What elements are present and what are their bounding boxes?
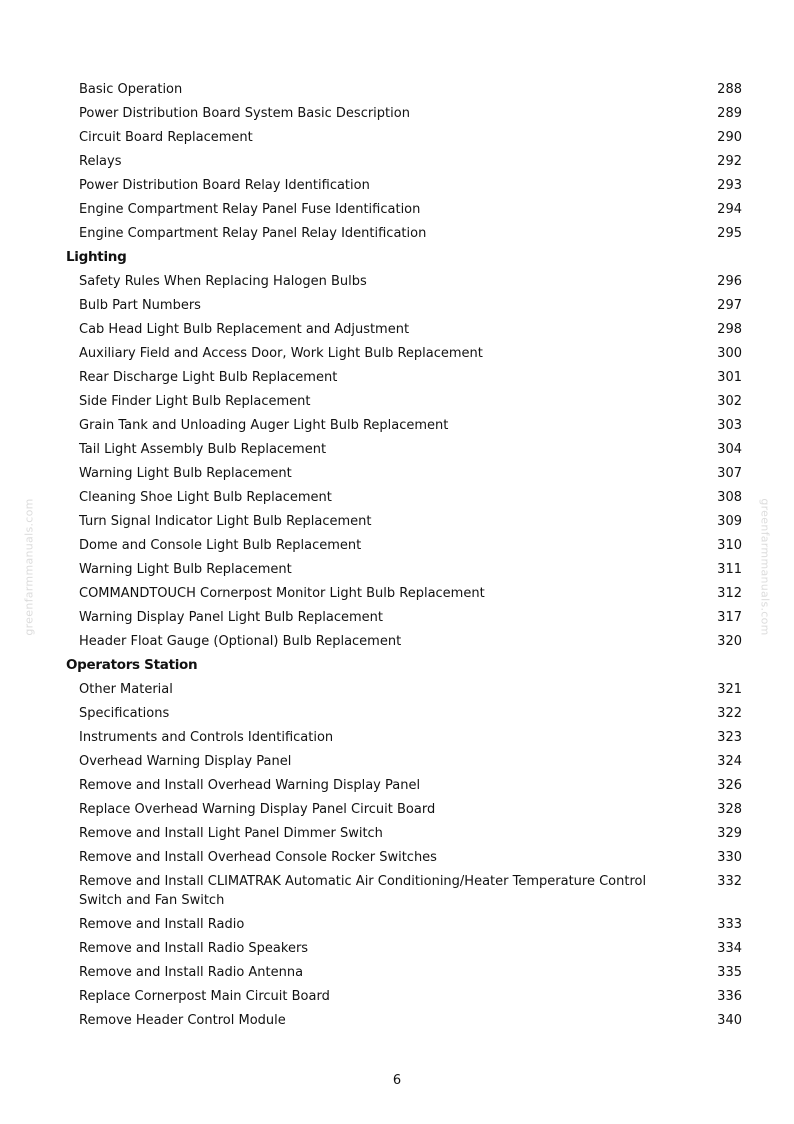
toc-entry[interactable] <box>0 581 794 605</box>
toc-entry[interactable] <box>0 461 794 485</box>
toc-entry[interactable] <box>0 509 794 533</box>
toc-entry-page: 308 <box>717 489 742 505</box>
table-of-contents <box>0 77 794 1032</box>
toc-entry[interactable] <box>0 341 794 365</box>
toc-entry[interactable] <box>0 725 794 749</box>
toc-entry-title: Grain Tank and Unloading Auger Light Bulb Replacement <box>79 417 449 433</box>
toc-entry-title: Overhead Warning Display Panel <box>79 753 292 769</box>
toc-entry[interactable] <box>0 533 794 557</box>
toc-entry-title: Power Distribution Board System Basic Description <box>79 105 410 121</box>
toc-entry[interactable] <box>0 413 794 437</box>
toc-entry-page: 324 <box>717 753 742 769</box>
toc-entry-title: Dome and Console Light Bulb Replacement <box>79 537 362 553</box>
toc-entry[interactable] <box>0 677 794 701</box>
toc-entry-title: COMMANDTOUCH Cornerpost Monitor Light Bulb Replacement <box>79 585 485 601</box>
toc-entry-page: 289 <box>717 105 742 121</box>
toc-entry[interactable] <box>0 101 794 125</box>
toc-entry-page: 321 <box>717 681 742 697</box>
toc-entry[interactable] <box>0 77 794 101</box>
toc-entry-page: 334 <box>717 940 742 956</box>
toc-entry-page: 293 <box>717 177 742 193</box>
toc-entry-title: Basic Operation <box>79 81 183 97</box>
toc-entry-page: 292 <box>717 153 742 169</box>
toc-entry-page: 311 <box>717 561 742 577</box>
toc-entry[interactable] <box>0 269 794 293</box>
toc-entry-title: Remove and Install Overhead Warning Display Panel <box>79 777 421 793</box>
toc-entry-title: Engine Compartment Relay Panel Relay Identification <box>79 225 427 241</box>
toc-entry-page: 302 <box>717 393 742 409</box>
toc-entry-title: Remove and Install Radio Antenna <box>79 964 304 980</box>
toc-entry-page: 301 <box>717 369 742 385</box>
toc-entry[interactable] <box>0 485 794 509</box>
toc-entry-title: Circuit Board Replacement <box>79 129 253 145</box>
toc-entry-page: 307 <box>717 465 742 481</box>
toc-entry-page: 295 <box>717 225 742 241</box>
toc-entry-title: Remove and Install CLIMATRAK Automatic Air Conditioning/Heater Temperature Control Switch and Fan Switch <box>79 873 647 908</box>
toc-entry[interactable] <box>0 389 794 413</box>
toc-entry[interactable] <box>0 293 794 317</box>
toc-entry[interactable] <box>0 821 794 845</box>
toc-entry-title: Auxiliary Field and Access Door, Work Light Bulb Replacement <box>79 345 483 361</box>
toc-entry-title: Turn Signal Indicator Light Bulb Replacement <box>79 513 372 529</box>
toc-section-heading: Lighting <box>66 248 127 265</box>
toc-entry-page: 294 <box>717 201 742 217</box>
toc-entry-page: 332 <box>717 873 742 889</box>
toc-entry-title: Instruments and Controls Identification <box>79 729 334 745</box>
toc-section-heading: Operators Station <box>66 656 198 673</box>
watermark-right: greenfarmmanuals.com <box>758 498 772 636</box>
toc-entry[interactable] <box>0 869 794 912</box>
toc-entry-page: 323 <box>717 729 742 745</box>
toc-entry[interactable] <box>0 845 794 869</box>
toc-entry-page: 312 <box>717 585 742 601</box>
toc-entry-page: 340 <box>717 1012 742 1028</box>
toc-entry-page: 333 <box>717 916 742 932</box>
toc-entry-title: Engine Compartment Relay Panel Fuse Identification <box>79 201 421 217</box>
toc-entry-title: Warning Light Bulb Replacement <box>79 465 292 481</box>
toc-entry[interactable] <box>0 960 794 984</box>
toc-entry-title: Other Material <box>79 681 173 697</box>
toc-entry-page: 309 <box>717 513 742 529</box>
toc-entry-title: Bulb Part Numbers <box>79 297 201 313</box>
watermark-left: greenfarmmanuals.com <box>22 498 36 636</box>
toc-entry-page: 322 <box>717 705 742 721</box>
toc-entry-page: 326 <box>717 777 742 793</box>
toc-entry[interactable] <box>0 173 794 197</box>
toc-entry-page: 303 <box>717 417 742 433</box>
toc-entry-title: Relays <box>79 153 122 169</box>
toc-entry-page: 290 <box>717 129 742 145</box>
toc-entry[interactable] <box>0 149 794 173</box>
toc-entry[interactable] <box>0 749 794 773</box>
toc-entry[interactable] <box>0 557 794 581</box>
toc-entry[interactable] <box>0 912 794 936</box>
toc-entry-title: Side Finder Light Bulb Replacement <box>79 393 311 409</box>
toc-entry-title: Remove and Install Overhead Console Rocker Switches <box>79 849 437 865</box>
toc-entry-title: Safety Rules When Replacing Halogen Bulbs <box>79 273 367 289</box>
toc-entry-title: Remove and Install Radio Speakers <box>79 940 309 956</box>
toc-entry-title: Tail Light Assembly Bulb Replacement <box>79 441 327 457</box>
toc-entry-title: Warning Display Panel Light Bulb Replacement <box>79 609 383 625</box>
toc-entry-page: 300 <box>717 345 742 361</box>
toc-entry-page: 320 <box>717 633 742 649</box>
toc-entry-page: 304 <box>717 441 742 457</box>
toc-entry-title: Remove and Install Radio <box>79 916 245 932</box>
toc-entry-title: Warning Light Bulb Replacement <box>79 561 292 577</box>
toc-entry[interactable] <box>0 797 794 821</box>
toc-entry[interactable] <box>0 317 794 341</box>
toc-entry-title: Replace Cornerpost Main Circuit Board <box>79 988 330 1004</box>
toc-entry[interactable] <box>0 773 794 797</box>
toc-entry[interactable] <box>0 125 794 149</box>
toc-entry[interactable] <box>0 437 794 461</box>
toc-entry-page: 330 <box>717 849 742 865</box>
toc-entry-title: Remove Header Control Module <box>79 1012 286 1028</box>
toc-entry-title: Rear Discharge Light Bulb Replacement <box>79 369 338 385</box>
toc-entry[interactable] <box>0 984 794 1008</box>
toc-entry-title: Specifications <box>79 705 170 721</box>
toc-entry-page: 288 <box>717 81 742 97</box>
toc-entry-title: Cleaning Shoe Light Bulb Replacement <box>79 489 332 505</box>
toc-entry[interactable] <box>0 629 794 653</box>
toc-entry-page: 310 <box>717 537 742 553</box>
toc-entry-page: 329 <box>717 825 742 841</box>
toc-entry-page: 335 <box>717 964 742 980</box>
toc-entry[interactable] <box>0 1008 794 1032</box>
toc-entry[interactable] <box>0 701 794 725</box>
toc-entry[interactable] <box>0 221 794 245</box>
toc-entry[interactable] <box>0 605 794 629</box>
toc-entry[interactable] <box>0 936 794 960</box>
toc-entry-page: 336 <box>717 988 742 1004</box>
toc-entry-page: 328 <box>717 801 742 817</box>
toc-entry-title: Header Float Gauge (Optional) Bulb Replacement <box>79 633 402 649</box>
toc-entry-title: Remove and Install Light Panel Dimmer Switch <box>79 825 383 841</box>
toc-entry-page: 296 <box>717 273 742 289</box>
toc-entry-title: Replace Overhead Warning Display Panel Circuit Board <box>79 801 436 817</box>
toc-entry-page: 297 <box>717 297 742 313</box>
toc-entry[interactable] <box>0 365 794 389</box>
toc-entry-page: 317 <box>717 609 742 625</box>
toc-entry[interactable] <box>0 197 794 221</box>
toc-entry-page: 298 <box>717 321 742 337</box>
toc-entry-title: Power Distribution Board Relay Identification <box>79 177 370 193</box>
page-number: 6 <box>392 1073 402 1088</box>
toc-entry-title: Cab Head Light Bulb Replacement and Adjustment <box>79 321 410 337</box>
